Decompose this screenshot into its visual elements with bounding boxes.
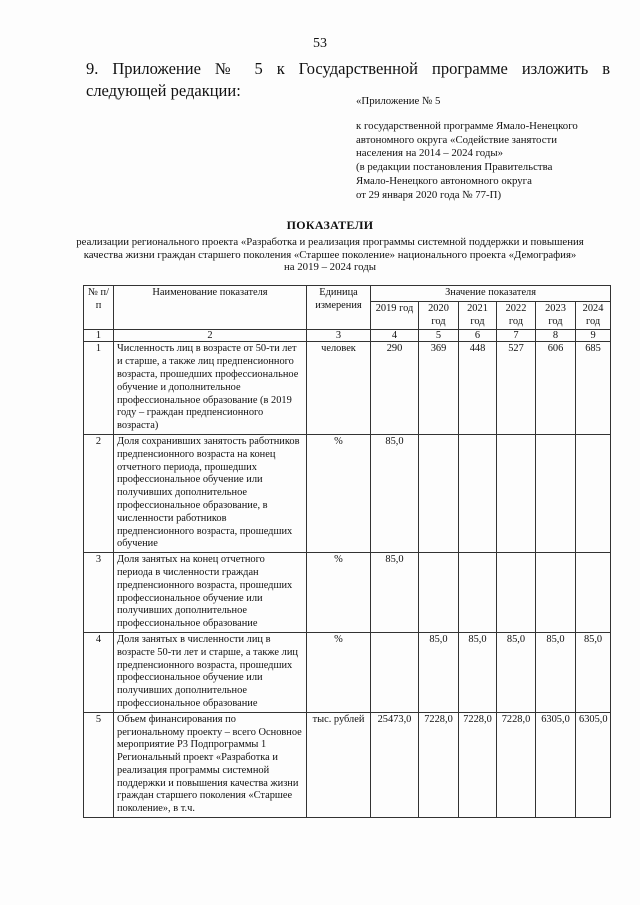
header-values: Значение показателя bbox=[371, 286, 611, 302]
column-number: 9 bbox=[576, 330, 611, 342]
appendix-line: к государственной программе Ямало-Ненецкого bbox=[356, 119, 578, 132]
row-value: 85,0 bbox=[576, 632, 611, 712]
indicators-subtitle: реализации регионального проекта «Разработка и реализация программы системной поддержки и повышения bbox=[76, 236, 584, 248]
row-value: 7228,0 bbox=[497, 712, 536, 817]
row-value bbox=[371, 632, 419, 712]
indicators-table bbox=[83, 285, 611, 818]
appendix-title: «Приложение № 5 bbox=[356, 95, 441, 107]
indicators-title-block bbox=[60, 218, 600, 274]
table-row bbox=[84, 342, 611, 435]
column-number: 1 bbox=[84, 330, 114, 342]
row-value: 7228,0 bbox=[459, 712, 497, 817]
row-value: 6305,0 bbox=[576, 712, 611, 817]
row-value: 527 bbox=[497, 342, 536, 435]
row-value bbox=[497, 553, 536, 633]
row-value: 369 bbox=[419, 342, 459, 435]
table-row bbox=[84, 712, 611, 817]
row-name: Численность лиц в возрасте от 50-ти лет и старше, а также лиц предпенсионного возраста, прошедших профессиональное обучение и дополнительное профессиональное образование (в 2019 году – граждан предпенсионного возраста) bbox=[114, 342, 307, 435]
appendix-line: автономного округа «Содействие занятости bbox=[356, 133, 558, 146]
header-num: № п/п bbox=[84, 286, 114, 330]
row-value: 85,0 bbox=[371, 553, 419, 633]
row-value bbox=[536, 553, 576, 633]
table-row bbox=[84, 434, 611, 552]
column-number: 8 bbox=[536, 330, 576, 342]
row-value bbox=[419, 434, 459, 552]
row-value: 85,0 bbox=[536, 632, 576, 712]
column-number: 6 bbox=[459, 330, 497, 342]
header-year: 2023 год bbox=[536, 301, 576, 330]
row-value bbox=[576, 553, 611, 633]
row-num: 3 bbox=[84, 553, 114, 633]
column-number: 4 bbox=[371, 330, 419, 342]
header-year: 2019 год bbox=[371, 301, 419, 330]
row-value: 85,0 bbox=[371, 434, 419, 552]
row-unit: % bbox=[307, 553, 371, 633]
column-number: 3 bbox=[307, 330, 371, 342]
row-value bbox=[576, 434, 611, 552]
row-value bbox=[497, 434, 536, 552]
header-year: 2020 год bbox=[419, 301, 459, 330]
table-row bbox=[84, 632, 611, 712]
row-value bbox=[459, 434, 497, 552]
row-num: 4 bbox=[84, 632, 114, 712]
row-unit: человек bbox=[307, 342, 371, 435]
row-value: 290 bbox=[371, 342, 419, 435]
column-numbers-row bbox=[84, 330, 611, 342]
row-unit: % bbox=[307, 632, 371, 712]
row-num: 1 bbox=[84, 342, 114, 435]
row-value: 85,0 bbox=[419, 632, 459, 712]
header-name: Наименование показателя bbox=[114, 286, 307, 330]
indicators-subtitle: на 2019 – 2024 годы bbox=[284, 261, 376, 274]
column-number: 5 bbox=[419, 330, 459, 342]
row-value: 85,0 bbox=[497, 632, 536, 712]
row-value: 7228,0 bbox=[419, 712, 459, 817]
row-value bbox=[536, 434, 576, 552]
row-value: 606 bbox=[536, 342, 576, 435]
indicators-title: ПОКАЗАТЕЛИ bbox=[286, 218, 374, 232]
header-row bbox=[84, 286, 611, 302]
row-name: Доля занятых в численности лиц в возрасте 50-ти лет и старше, а также лиц предпенсионного возраста, прошедших профессиональное обучение или получивших дополнительное профессиональное образование bbox=[114, 632, 307, 712]
row-value: 448 bbox=[459, 342, 497, 435]
appendix-line: Ямало-Ненецкого автономного округа bbox=[356, 174, 532, 187]
row-value: 6305,0 bbox=[536, 712, 576, 817]
appendix-line: (в редакции постановления Правительства bbox=[356, 161, 553, 174]
row-value bbox=[419, 553, 459, 633]
row-value bbox=[459, 553, 497, 633]
row-num: 5 bbox=[84, 712, 114, 817]
appendix-line: населения на 2014 – 2024 годы» bbox=[356, 147, 504, 160]
row-name: Доля сохранивших занятость работников предпенсионного возраста на конец отчетного периода, прошедших профессиональное обучение или получивших дополнительное профессиональное образование, в численности работников предпенсионного возраста, прошедших обучение bbox=[114, 434, 307, 552]
row-unit: % bbox=[307, 434, 371, 552]
column-number: 7 bbox=[497, 330, 536, 342]
appendix-header bbox=[356, 95, 616, 203]
header-unit: Единица измерения bbox=[307, 286, 371, 330]
row-name: Объем финансирования по региональному проекту – всего Основное мероприятие Р3 Подпрограммы 1 Региональный проект «Разработка и реализация программы системной поддержки и повышения качества жизни граждан старшего поколения «Старшее поколение», в т.ч. bbox=[114, 712, 307, 817]
header-year: 2021 год bbox=[459, 301, 497, 330]
column-number: 2 bbox=[114, 330, 307, 342]
header-year: 2024 год bbox=[576, 301, 611, 330]
row-unit: тыс. рублей bbox=[307, 712, 371, 817]
row-name: Доля занятых на конец отчетного периода в численности граждан предпенсионного возраста, прошедших профессиональное обучение или получивших дополнительное профессиональное образование bbox=[114, 553, 307, 633]
row-value: 25473,0 bbox=[371, 712, 419, 817]
header-year: 2022 год bbox=[497, 301, 536, 330]
row-num: 2 bbox=[84, 434, 114, 552]
amendment-heading: 9. Приложение № 5 к Государственной программе изложить в bbox=[86, 59, 610, 78]
row-value: 85,0 bbox=[459, 632, 497, 712]
amendment-heading-cont: следующей редакции: bbox=[86, 81, 241, 100]
row-value: 685 bbox=[576, 342, 611, 435]
appendix-line: от 29 января 2020 года № 77-П) bbox=[356, 188, 502, 201]
table-row bbox=[84, 553, 611, 633]
page-number: 53 bbox=[313, 36, 327, 51]
indicators-subtitle: качества жизни граждан старшего поколения «Старшее поколение» национального проекта «Демография» bbox=[83, 248, 577, 261]
